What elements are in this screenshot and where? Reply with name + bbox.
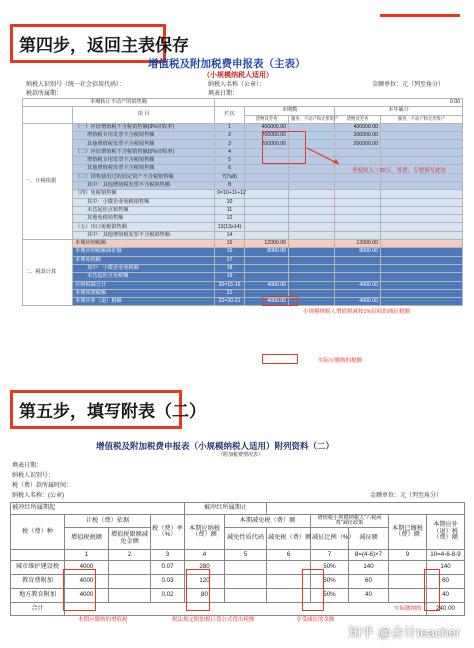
row-item: 未达起征点销售额: [73, 206, 215, 214]
total-value: 240.00: [427, 603, 465, 616]
row-ytd-services[interactable]: [381, 298, 463, 306]
row-refund[interactable]: 40: [427, 589, 465, 603]
row-current-goods[interactable]: 4000.00: [245, 298, 289, 306]
row-ytd-services[interactable]: [381, 281, 463, 289]
refund-highlight-box: [424, 569, 440, 611]
hdr-exemption-code: 减免性质代码: [225, 528, 267, 550]
row-ytd-goods[interactable]: [335, 206, 381, 214]
col-number: 4: [185, 550, 225, 561]
row-item: 其他增值税发票不含税销售额: [73, 165, 215, 173]
row-col-number: 2: [215, 132, 245, 140]
row-col-number: 18: [215, 264, 245, 272]
header-services: 服务、不动产和无形资产: [289, 115, 335, 123]
row-col-number: 9=10+11+12: [215, 190, 245, 198]
row-item: （五）出口免税销售额: [73, 223, 215, 231]
hdr-vat-amount: 增值税税额: [65, 528, 109, 550]
row-ytd-services[interactable]: [381, 123, 463, 131]
row-current-services[interactable]: [289, 181, 335, 189]
main-form-row: [23, 289, 463, 297]
row-refund[interactable]: 60: [427, 575, 465, 589]
row-col-number: 7(7≥8): [215, 173, 245, 181]
row-ytd-goods[interactable]: [335, 231, 381, 239]
row-current-services[interactable]: [289, 231, 335, 239]
row-policy-amount[interactable]: 140: [349, 561, 389, 575]
main-form-row: [23, 264, 463, 272]
row-ytd-goods[interactable]: [335, 264, 381, 272]
main-form-row: [23, 281, 463, 289]
col-num-blank: [11, 550, 65, 561]
hdr-current-payable: 本期应纳税（费）额: [185, 515, 225, 550]
row-policy-amount[interactable]: 40: [349, 589, 389, 603]
row-current-services[interactable]: [289, 173, 335, 181]
section-calc: 二、税款计算: [23, 240, 73, 306]
main-form-row: [23, 148, 463, 156]
col-number: 8=(4-6)×7: [349, 550, 389, 561]
row-current-goods[interactable]: 4000.00: [245, 281, 289, 289]
row-ytd-goods[interactable]: 12000.00: [335, 240, 381, 248]
row-ytd-goods[interactable]: 200000.00: [335, 132, 381, 140]
row-ytd-goods[interactable]: [335, 273, 381, 281]
row-col-number: 22=20-21: [215, 298, 245, 306]
row-item: （一）应征增值税不含税销售额(3%征收率): [73, 123, 215, 131]
note-payable: 实际应缴纳的税额: [318, 358, 363, 364]
row-item: 应纳税额合计: [73, 281, 215, 289]
row-col-number: 8: [215, 181, 245, 189]
row-tax-type: 地方教育附加: [11, 589, 65, 603]
main-form-row: [23, 173, 463, 181]
row-current-goods[interactable]: 12000.00: [245, 240, 289, 248]
row-current-services[interactable]: [289, 215, 335, 223]
row-ytd-services[interactable]: [381, 240, 463, 248]
main-form-table: [22, 98, 463, 306]
header-goods: 货物及劳务: [245, 115, 289, 123]
row-ytd-services[interactable]: [381, 181, 463, 189]
row-reduction-base[interactable]: [109, 561, 151, 575]
row-ytd-goods[interactable]: [335, 173, 381, 181]
attach-taxpayer-name: 纳税人名称：(公章): [12, 493, 64, 499]
row-item: 增值税专用发票不含税销售额: [73, 132, 215, 140]
row-current-goods[interactable]: [245, 256, 289, 264]
taxpayer-name-label: 纳税人名称（公章）：: [208, 82, 266, 88]
row-col-number: 20=15-16: [215, 281, 245, 289]
row-current-services[interactable]: [289, 281, 335, 289]
row-ytd-services[interactable]: [381, 264, 463, 272]
hdr-policy-ratio: 减征比例（%）: [311, 528, 349, 550]
main-form-row: [23, 231, 463, 239]
hdr-exemption: 本期减免税（费）额: [225, 515, 311, 528]
row-col-number: 17: [215, 256, 245, 264]
row-current-goods[interactable]: 8000.00: [245, 248, 289, 256]
row-policy-ratio[interactable]: 50%: [311, 561, 349, 575]
row-exemption-code[interactable]: [225, 589, 267, 603]
main-form-row: [23, 181, 463, 189]
row-item: 其中：小微企业免税额: [73, 264, 215, 272]
main-form-row: [23, 273, 463, 281]
row-reduction-base[interactable]: [109, 575, 151, 589]
main-form-row: [23, 206, 463, 214]
header-ytd: 本年累计: [335, 107, 463, 115]
row-ytd-goods[interactable]: [335, 190, 381, 198]
vat-highlight-box: [63, 569, 96, 611]
row-col-number: 13(13≥14): [215, 223, 245, 231]
row-ytd-goods[interactable]: [335, 223, 381, 231]
row-policy-ratio[interactable]: 50%: [311, 589, 349, 603]
main-form-row: [23, 157, 463, 165]
payable-highlight-box: [262, 354, 298, 364]
row-ytd-goods[interactable]: 400000.00: [335, 123, 381, 131]
row-ytd-services[interactable]: [381, 273, 463, 281]
main-form-row: [23, 223, 463, 231]
row-current-services[interactable]: [289, 223, 335, 231]
row-vat-amount[interactable]: 4000: [65, 561, 109, 575]
reduction-highlight-box: [262, 296, 298, 306]
row-ytd-services[interactable]: [381, 223, 463, 231]
header-current: 本期数: [245, 107, 335, 115]
row-current-services[interactable]: [289, 256, 335, 264]
row-refund[interactable]: 140: [427, 561, 465, 575]
row-ytd-services[interactable]: [381, 231, 463, 239]
row-tax-type: 教育费附加: [11, 575, 65, 589]
row-item: （三）销售使用过的固定资产不含税销售额: [73, 173, 215, 181]
hdr-refund: 本期应补（退）税（费）额: [427, 515, 465, 550]
row-current-services[interactable]: [289, 190, 335, 198]
row-item: （四）免税销售额: [73, 190, 215, 198]
reduction-start-label: 被冲红所属期起: [11, 503, 185, 515]
row-current-goods[interactable]: [245, 190, 289, 198]
payable-col-highlight-box: [186, 569, 210, 611]
attach-period: 税（费）款所属时间：: [12, 483, 73, 489]
row-ytd-services[interactable]: [381, 215, 463, 223]
row-ytd-goods[interactable]: 8000.00: [335, 248, 381, 256]
row-ytd-services[interactable]: [381, 157, 463, 165]
row-vat-amount[interactable]: 4000: [65, 589, 109, 603]
attach-fill-date: 填表日期：: [12, 463, 43, 469]
row-col-number: 6: [215, 165, 245, 173]
row-item: 其他增值税发票不含税销售额: [73, 140, 215, 148]
row-item: 本期免税额: [73, 256, 215, 264]
fill-date-label: 填表日期：: [208, 91, 239, 97]
main-form-row: [23, 123, 463, 131]
row-ytd-services[interactable]: [381, 256, 463, 264]
amount-unit-label: 金额单位：元（列至角分）: [372, 82, 445, 88]
row-item: 其中：其他增值税发票不含税销售额: [73, 231, 215, 239]
sales-highlight-box: [262, 131, 306, 164]
row-ytd-services[interactable]: [381, 132, 463, 140]
row-item: 本期应纳税额: [73, 240, 215, 248]
row-current-goods[interactable]: [245, 173, 289, 181]
row-col-number: 15: [215, 240, 245, 248]
hdr-basis: 计税（费）依据: [65, 515, 151, 528]
row-item: 本期应纳税额减征额: [73, 248, 215, 256]
header-goods-ytd: 货物及劳务: [335, 115, 381, 123]
main-form-row: [23, 132, 463, 140]
step4-banner: 第四步，返回主表保存: [10, 24, 166, 63]
row-current-payable[interactable]: 120: [185, 575, 225, 589]
main-form-row: [23, 240, 463, 248]
row-col-number: 1: [215, 123, 245, 131]
row-item: 未达起征点免税额: [73, 273, 215, 281]
watermark: 知乎 @会计teacher: [348, 625, 461, 640]
period-label: 税款所属期：: [26, 91, 63, 97]
col-number: 2: [109, 550, 151, 561]
row-current-services[interactable]: [289, 198, 335, 206]
row-ytd-services[interactable]: [381, 198, 463, 206]
row-prepaid[interactable]: [389, 575, 427, 589]
main-form-row: [23, 140, 463, 148]
row-item: 其中：其他增值税发票不含税销售额: [73, 181, 215, 189]
hdr-exemption-amount: 减免税（费）额: [267, 528, 311, 550]
row-ytd-goods[interactable]: [335, 215, 381, 223]
row-current-goods[interactable]: [245, 181, 289, 189]
row-current-goods[interactable]: [245, 215, 289, 223]
row-current-services[interactable]: [289, 273, 335, 281]
row-current-services[interactable]: [289, 264, 335, 272]
row-col-number: 11: [215, 206, 245, 214]
header-services-ytd: 服务、不动产和无形资产: [381, 115, 463, 123]
step5-banner: 第五步，填写附表（二）: [10, 390, 182, 429]
row-ytd-goods[interactable]: [335, 198, 381, 206]
note-vat: 本期应缴纳的增值税: [78, 617, 128, 623]
real-estate-value: 0.00: [215, 99, 463, 107]
row-current-services[interactable]: [289, 248, 335, 256]
row-current-goods[interactable]: 200000.00: [245, 132, 289, 140]
row-current-goods[interactable]: [245, 223, 289, 231]
row-col-number: 16: [215, 248, 245, 256]
attach-form-subtitle: （附加税费情况表）: [218, 452, 264, 458]
row-col-number: 12: [215, 215, 245, 223]
row-ytd-services[interactable]: [381, 206, 463, 214]
col-number: 9: [389, 550, 427, 561]
row-col-number: 5: [215, 157, 245, 165]
row-ytd-services[interactable]: [381, 140, 463, 148]
row-policy-amount[interactable]: 60: [349, 575, 389, 589]
row-ytd-goods[interactable]: [335, 181, 381, 189]
row-col-number: 21: [215, 289, 245, 297]
main-form-row: [23, 256, 463, 264]
accent-line: [380, 14, 460, 17]
row-prepaid[interactable]: [389, 561, 427, 575]
row-current-goods[interactable]: [245, 264, 289, 272]
total-label: 合计: [11, 603, 65, 616]
row-item: 其中：小微企业免税销售额: [73, 198, 215, 206]
row-rate: 0.07: [151, 561, 185, 575]
ratio-highlight-box: [302, 569, 324, 611]
hdr-policy: 增值税小规模纳税人“六税两费”减征政策: [311, 515, 389, 528]
hdr-policy-amount: 减征额: [349, 528, 389, 550]
taxpayer-id-label: 纳税人识别号（统一社会信用代码）：: [26, 82, 126, 88]
hdr-tax-type: 税（费）种: [11, 515, 65, 550]
row-item: 增值税专用发票不含税销售额: [73, 157, 215, 165]
row-ytd-services[interactable]: [381, 248, 463, 256]
header-item: 项 目: [73, 107, 215, 124]
main-form-row: [23, 198, 463, 206]
main-form-title: 增值税及附加税费申报表（主表）: [148, 58, 306, 70]
row-col-number: 4: [215, 148, 245, 156]
row-current-goods[interactable]: [245, 231, 289, 239]
main-form-row: [23, 298, 463, 306]
row-item: 本期预缴税额: [73, 289, 215, 297]
row-ytd-goods[interactable]: 4000.00: [335, 298, 381, 306]
row-exemption-code[interactable]: [225, 561, 267, 575]
row-rate: 0.02: [151, 589, 185, 603]
row-prepaid[interactable]: [389, 589, 427, 603]
row-ytd-goods[interactable]: [335, 289, 381, 297]
row-rate: 0.03: [151, 575, 185, 589]
col-number: 3: [151, 550, 185, 561]
col-number: 6: [267, 550, 311, 561]
hdr-reduction-base: 增值税限额减免金额: [109, 528, 151, 550]
row-ytd-goods[interactable]: [335, 256, 381, 264]
row-ytd-goods[interactable]: 200000.00: [335, 140, 381, 148]
row-current-goods[interactable]: [245, 273, 289, 281]
row-policy-ratio[interactable]: 50%: [311, 575, 349, 589]
note-reduction: 小规模纳税人增值税减按1%征收的减征税额: [303, 309, 410, 315]
row-ytd-services[interactable]: [381, 190, 463, 198]
header-col: 栏次: [215, 107, 245, 124]
attach-amount-unit: 金额单位：元（列至角分）: [370, 493, 443, 499]
row-exemption-code[interactable]: [225, 575, 267, 589]
real-estate-label: 本期转让不动产的销售额: [23, 99, 215, 107]
row-current-goods[interactable]: [245, 206, 289, 214]
col-number: 7: [311, 550, 349, 561]
row-col-number: 14: [215, 231, 245, 239]
main-form-row: [23, 190, 463, 198]
col-number: 5: [225, 550, 267, 561]
col-number: 1: [65, 550, 109, 561]
row-item: 其他免税销售额: [73, 215, 215, 223]
row-current-payable[interactable]: 280: [185, 561, 225, 575]
row-col-number: 10: [215, 198, 245, 206]
row-ytd-services[interactable]: [381, 289, 463, 297]
row-current-goods[interactable]: [245, 165, 289, 173]
row-current-services[interactable]: [289, 240, 335, 248]
reduction-end-label: 被冲红所属期止: [185, 503, 267, 515]
row-reduction-base[interactable]: [109, 589, 151, 603]
row-vat-amount[interactable]: 4000: [65, 575, 109, 589]
row-ytd-goods[interactable]: 4000.00: [335, 281, 381, 289]
note-refund: 实际缴纳的: [394, 606, 422, 612]
main-form-row: [23, 248, 463, 256]
row-current-goods[interactable]: [245, 198, 289, 206]
row-current-goods[interactable]: 400000.00: [245, 123, 289, 131]
section-basis: 一、计税依据: [23, 123, 73, 239]
row-col-number: 3: [215, 140, 245, 148]
row-current-goods[interactable]: 200000.00: [245, 140, 289, 148]
row-col-number: 19: [215, 273, 245, 281]
main-form-row: [23, 215, 463, 223]
row-item: 本期应补（退）税额: [73, 298, 215, 306]
main-form-subtitle: （小规模纳税人适用）: [203, 72, 273, 79]
arrow-icon: [305, 146, 345, 168]
row-ytd-services[interactable]: [381, 148, 463, 156]
row-current-services[interactable]: [289, 206, 335, 214]
row-ytd-services[interactable]: [381, 173, 463, 181]
hdr-rate: 税（费）率（%）: [151, 515, 185, 550]
row-item: （二）应征增值税不含税销售额(5%征收率): [73, 148, 215, 156]
note-reduce: 享受减征的金额: [296, 617, 335, 623]
note-payable-formula: 税法规定附加税计算公式得出税额: [172, 617, 255, 623]
attach-form-title: 增值税及附加税费申报表（小规模纳税人适用）附列资料（二）: [96, 442, 335, 452]
row-current-payable[interactable]: 80: [185, 589, 225, 603]
col-number: 10=4-6-8-9: [427, 550, 465, 561]
hdr-prepaid: 本期已缴税（费）额: [389, 515, 427, 550]
note-sales: 季度收入＞30万，普票、专票填写此处: [352, 168, 447, 174]
attach-taxpayer-id: 纳税人识别号：: [12, 473, 55, 479]
row-tax-type: 城市维护建设税: [11, 561, 65, 575]
